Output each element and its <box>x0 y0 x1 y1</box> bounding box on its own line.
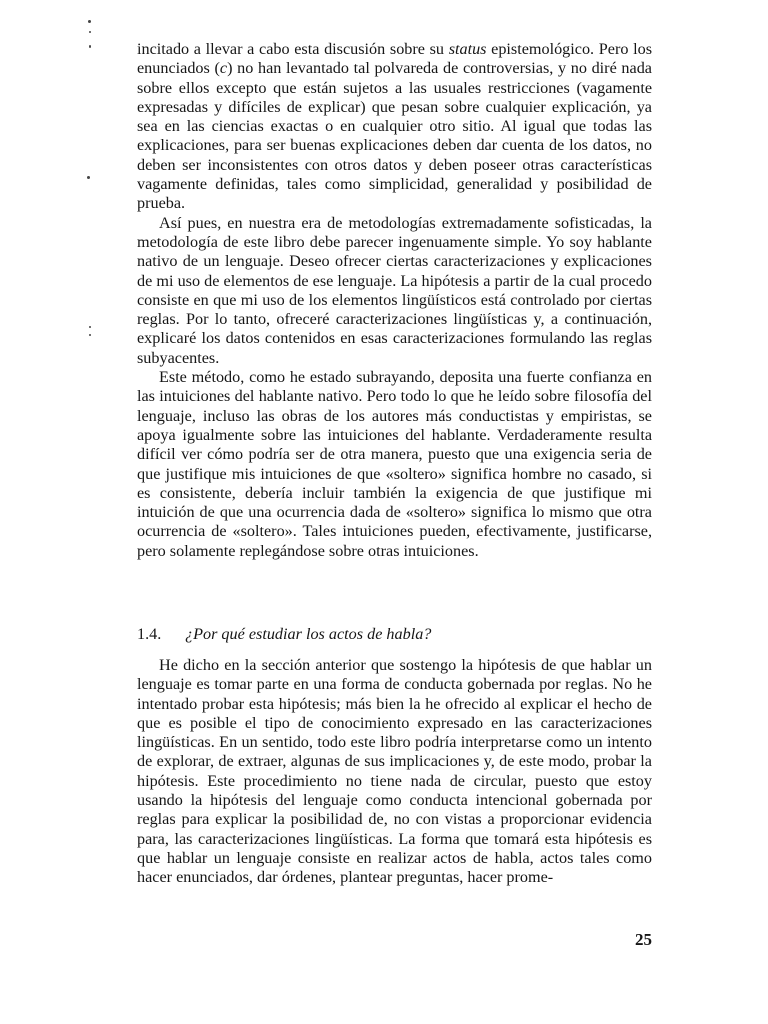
margin-speck <box>89 326 91 328</box>
body-text-top <box>137 40 652 561</box>
italic-status: status <box>448 40 487 58</box>
para1-text-c: ) no han levantado tal polvareda de controversias, y no diré nada sobre ellos excepto que están sujetos a las usuales restricciones (vagamente expresadas y difíciles de explicar) que pesan sobre cualquier explicación, ya sea en las ciencias exactas o en cualquier otro sitio. Al igual que todas las explicaciones, para ser buenas explicaciones deben dar cuenta de los datos, no deben ser inconsistentes con otros datos y deben poseer otras características vagamente definidas, tales como simplicidad, generalidad y posibilidad de prueba. <box>137 59 652 213</box>
margin-speck <box>88 20 91 23</box>
margin-speck <box>89 45 91 48</box>
section-title: ¿Por qué estudiar los actos de habla? <box>185 625 432 643</box>
para1-text-a: incitado a llevar a cabo esta discusión sobre su <box>137 40 449 58</box>
page-number: 25 <box>635 930 652 949</box>
margin-speck <box>89 334 91 336</box>
section-heading <box>137 624 652 644</box>
paragraph-1 <box>137 40 652 214</box>
italic-c: c <box>219 59 228 78</box>
paragraph-3: Este método, como he estado subrayando, deposita una fuerte confianza en las intuiciones del hablante nativo. Pero todo lo que he leído sobre filosofía del lenguaje, incluso las obras de los autores más conductistas y empiristas, se apoya igualmente sobre las intuiciones del hablante. Verdaderamente resulta difícil ver cómo podría ser de otra manera, puesto que una exigencia seria de que justifique mis intuiciones de que «soltero» significa hombre no casado, si es consistente, debería incluir también la exigencia de que justifique mi intuición de que una ocurrencia dada de «soltero» significa lo mismo que otra ocurrencia de «soltero». Tales intuiciones pueden, efectivamente, justificarse, pero solamente replegándose sobre otras intuiciones. <box>137 368 652 560</box>
margin-speck <box>89 31 91 33</box>
paragraph-4: He dicho en la sección anterior que sostengo la hipótesis de que hablar un lenguaje es tomar parte en una forma de conducta gobernada por reglas. No he intentado probar esta hipótesis; más bien la he ofrecido al explicar el hecho de que es posible el tipo de conocimiento expresado en las caracterizaciones lingüísticas. En un sentido, todo este libro podría interpretarse como un intento de explorar, de extraer, algunas de sus implicaciones y, de este modo, probar la hipótesis. Este procedimiento no tiene nada de circular, puesto que estoy usando la hipótesis del lenguaje como conducta intencional gobernada por reglas para explicar la posibilidad de, no con vistas a proporcionar evidencia para, las caracterizaciones lingüísticas. La forma que tomará esta hipótesis es que hablar un lenguaje consiste en realizar actos de habla, actos tales como hacer enunciados, dar órdenes, plantear preguntas, hacer prome- <box>137 656 652 887</box>
body-text-section <box>137 656 652 888</box>
paragraph-2: Así pues, en nuestra era de metodologías extremadamente sofisticadas, la metodología de este libro debe parecer ingenuamente simple. Yo soy hablante nativo de un lenguaje. Deseo ofrecer ciertas caracterizaciones y explicaciones de mi uso de elementos de ese lenguaje. La hipótesis a partir de la cual procedo consiste en que mi uso de los elementos lingüísticos está controlado por ciertas reglas. Por lo tanto, ofreceré caracterizaciones lingüísticas y, a continuación, explicaré los datos contenidos en esas caracterizaciones formulando las reglas subyacentes. <box>137 213 652 367</box>
section-number: 1.4. <box>137 625 162 643</box>
margin-speck <box>87 176 90 179</box>
para1-text-b: epistemológico. Pero los enunciados ( <box>137 40 652 78</box>
